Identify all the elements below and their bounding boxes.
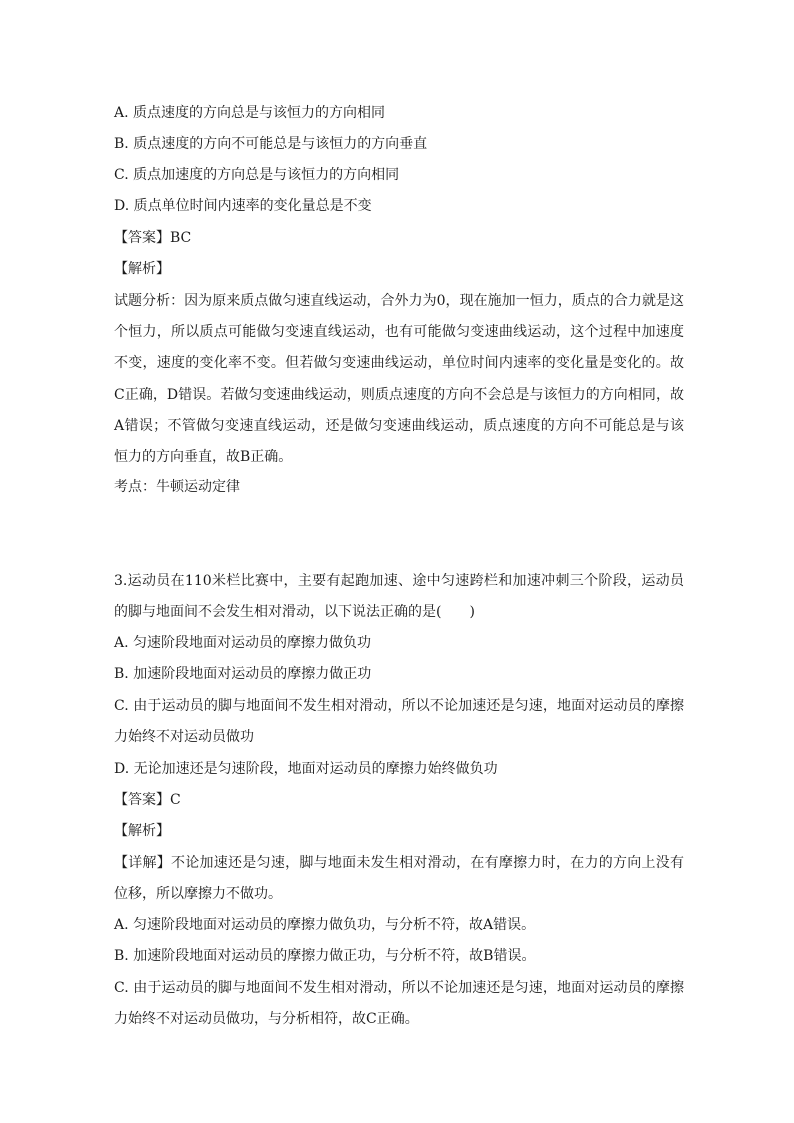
q2-option-c: C. 质点加速度的方向总是与该恒力的方向相同: [114, 167, 400, 183]
q2-answer: 【答案】BC: [114, 230, 192, 246]
q3-detail: 【详解】不论加速还是匀速，脚与地面未发生相对滑动，在有摩擦力时，在力的方向上没有位移，所以摩擦力不做功。: [114, 855, 684, 903]
q3-stem: 3.运动员在110米栏比赛中，主要有起跑加速、途中匀速跨栏和加速冲刺三个阶段，运动员的脚与地面间不会发生相对滑动，以下说法正确的是( ): [114, 573, 684, 621]
q2-analysis-heading: 【解析】: [114, 261, 170, 277]
q3-eval-c: C. 由于运动员的脚与地面间不发生相对滑动，所以不论加速还是匀速，地面对运动员的摩擦力始终不对运动员做功，与分析相符，故C正确。: [114, 980, 684, 1028]
q2-option-d: D. 质点单位时间内速率的变化量总是不变: [114, 198, 372, 214]
q3-eval-b: B. 加速阶段地面对运动员的摩擦力做正功，与分析不符，故B错误。: [114, 948, 536, 964]
q2-analysis-text: 试题分析：因为原来质点做匀速直线运动，合外力为0，现在施加一恒力，质点的合力就是这个恒力，所以质点可能做匀变速直线运动，也有可能做匀变速曲线运动，这个过程中加速度不变，速度的变化率不变。但若做匀变速曲线运动，单位时间内速率的变化量是变化的。故C正确，D错误。若做匀变速曲线运动，则质点速度的方向不会总是与该恒力的方向相同，故A错误；不管做匀变速直线运动，还是做匀变速曲线运动，质点速度的方向不可能总是与该恒力的方向垂直，故B正确。: [114, 293, 684, 466]
q3-eval-a: A. 匀速阶段地面对运动员的摩擦力做负功，与分析不符，故A错误。: [114, 917, 536, 933]
q2-option-a: A. 质点速度的方向总是与该恒力的方向相同: [114, 105, 386, 121]
q3-option-c: C. 由于运动员的脚与地面间不发生相对滑动，所以不论加速还是匀速，地面对运动员的摩擦力始终不对运动员做功: [114, 698, 684, 746]
q2-option-b: B. 质点速度的方向不可能总是与该恒力的方向垂直: [114, 136, 428, 152]
q3-option-a: A. 匀速阶段地面对运动员的摩擦力做负功: [114, 635, 372, 651]
q3-answer: 【答案】C: [114, 792, 181, 808]
q3-option-d: D. 无论加速还是匀速阶段，地面对运动员的摩擦力始终做负功: [114, 761, 498, 777]
q2-knowledge-point: 考点：牛顿运动定律: [114, 479, 240, 495]
q3-option-b: B. 加速阶段地面对运动员的摩擦力做正功: [114, 666, 372, 682]
q3-analysis-heading: 【解析】: [114, 823, 170, 839]
